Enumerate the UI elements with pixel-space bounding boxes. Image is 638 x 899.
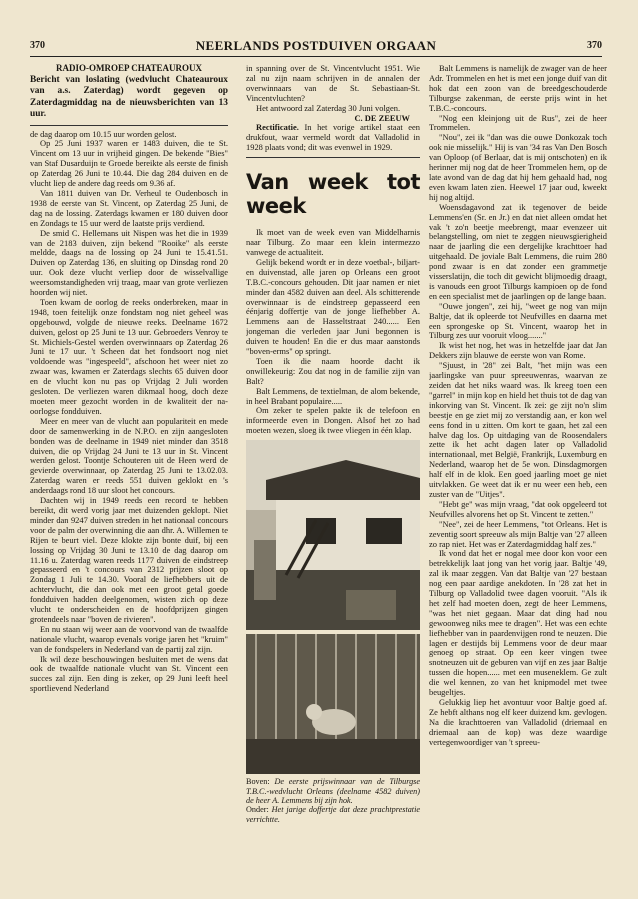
paragraph: Toen kwam de oorlog de reeks onderbreken, maar in 1948, toen feitelijk onze fondstam nog niet geheel was opgebouwd, volgde de nieuwe reeks. Deelname 1672 duiven, gelost op 25 Juni te 13 uur. Gebroeders Venroy te St. Michiels-Gestel werden overwinnaars op Zaterdag 26 Juni te 17 uur. 't Scheen dat het fondsoort nog niet voldoende was "ingespeeld", afschoon het weer niet zo zwaar was, kwamen er Zaterdags slechts 65 duiven door en de vlucht kon nu pas op Vrijdag 2 Juli worden gesloten. De verliezen waren dikmaal hoog, doch deze moeten meer gezocht worden in de kwaliteit der na-oorlogse fondduiven. xyxy=(30,296,228,416)
page-number-left: 370 xyxy=(30,40,45,51)
paragraph: Het antwoord zal Zaterdag 30 Juni volgen. xyxy=(256,102,401,113)
paragraph: Ik moet van de week even van Middelharnis naar Tilburg. Zo maar een klein intermezzo vanwege de actualiteit. xyxy=(246,227,420,257)
paragraph: Meer en meer van de vlucht aan populariteit en mede door de samenwerking in de N.P.O. en zijn aangesloten bonden was de deelname in 1949 niet minder dan 3518 duiven, die op Vrijdag 24 Juni te 13 uur in St. Vincent werden gelost. Toontje Schouteren uit de Heen werd de gevierde overwinnaar, op Zaterdag 25 Juni te 13.02.03. Zaterdag waren er reeds 551 duiven geklokt en 's anderdaags rond 18 uur sloot het concours. xyxy=(30,415,228,496)
paragraph: in spanning over de St. Vincentvlucht 1951. Wie zal nu zijn naam schrijven in de annalen der overwinnaars van de St. Sebastiaan-St. Vincentvluchten? xyxy=(246,64,420,103)
journal-title: NEERLANDS POSTDUIVEN ORGAAN xyxy=(195,38,437,53)
paragraph: Om zeker te spelen pakte ik de telefoon en informeerde even in Dongen. Alsof het zo had moeten wezen, sloeg ik twee vliegen in één klap. xyxy=(246,405,420,436)
column-right xyxy=(429,64,607,748)
page-number-right: 370 xyxy=(587,40,602,51)
photo-caption xyxy=(246,777,420,824)
paragraph: Ik wil deze beschouwingen besluiten met de wens dat ook de twaalfde nationale vlucht van St. Vincent een succes zal zijn. Een ding is zeker, op 29 Juni leeft heel sportlievend Nederland xyxy=(30,653,228,694)
paragraph: Balt Lemmens, de textielman, de alom bekende, in heel Brabant populaire..... xyxy=(246,385,420,406)
paragraph: Op 25 Juni 1937 waren er 1483 duiven, die te St. Vincent om 13 uur in vrijheid gingen. De bekende "Bies" van Staf Dusarduijn te Groede bereikte als eerste de finish op Zaterdag 26 Juni te 10.44. Die dag 284 duiven en de vlucht liep de andere dag reeds om 9.36 af. xyxy=(30,138,228,189)
caption-text-top: De eerste prijswinnaar van de Tilburgse T.B.C.-wedvlucht Orleans (deelname 4582 duiven) de heer A. Lemmens bij zijn hok. xyxy=(246,777,420,805)
paragraph: Gelukkig liep het avontuur voor Baltje goed af. Ze hebft althans nog elf keer duizend km. gevlogen. Na die krachttoeren van Valladolid (driemaal en driemaal aan de kop) was deze waardige vertegenwoordiger van 't spreeu- xyxy=(429,697,607,747)
paragraph: Gelijk bekend wordt er in deze voetbal-, biljart- en duivenstad, alle jaren op Orleans een groot T.B.C.-concours gehouden. Dit jaar namen er niet minder dan 4582 duiven aan deel. Als schitterende overwinnaar is de eindstreep gepasseerd een éénjarig doffertje van de jonge liefhebber A. Lemmens aan de Hasseltstraat 240...... Een jongeman die verleden jaar Juni begonnen is duiven te houden! En die er dus maar aanstonds "boven-erms" op springt. xyxy=(246,256,420,357)
paragraph: Balt Lemmens is namelijk de zwager van de heer Adr. Trommelen en het is met een jonge duif van dit hok dat een zoon van de breedgeschouderde Tilburgse zakenman, de eerste prijs wint in het T.B.C.-concours. xyxy=(429,64,607,113)
rectification-label: Rectificatie. xyxy=(256,122,299,133)
paragraph: "Nog een kleinjong uit de Rus", zei de heer Trommelen. xyxy=(429,112,607,133)
paragraph: Toen ik die naam hoorde dacht ik onwillekeurig: Zou dat nog in de familie zijn van Balt? xyxy=(246,355,420,386)
column-middle xyxy=(246,64,420,824)
rectification-paragraph xyxy=(246,123,420,153)
radio-announcement: Bericht van loslating (wedvlucht Chateauroux van a.s. Zaterdag) wordt gegeven op Zaterdagmiddag na de nieuwsberichten van 13 uur. xyxy=(30,74,228,120)
paragraph: "Hebt ge" was mijn vraag, "dat ook opgeleerd tot Neufvilles alvorens het op St. Vincent te zetten." xyxy=(429,498,607,519)
section-heading-radio: RADIO-OMROEP CHATEAUROUX xyxy=(55,64,203,73)
photo-house-pigeon-loft xyxy=(246,440,420,630)
photo-pigeon xyxy=(246,634,420,774)
column-left xyxy=(30,64,228,694)
page-header xyxy=(30,38,602,57)
paragraph: Dachten wij in 1949 reeds een record te hebben bereikt, dit werd vorig jaar met duizenden geklopt. Niet minder dan 9247 duiven streden in het nationaal concours voor de palm der overwinning die aan dhr. A. Willemen te Rijen te beurt viel. Deze klokte zijn bonte duif, bij een lossing op Vrijdag 30 Juni te 13.10 de dag daarop om 11.16 u. Zaterdag waren reeds 1177 duiven de eindstreep gepasseerd en 't concours van 2312 prijzen sloot op Zondag 1 Juli te 14.30. Vooral de liefhebbers uit de achtervlucht, die dan ook met een groot getal goede fondduiven hadden deelgenomen, wisten zich op deze vlucht te onderscheiden en de hoofdprijzen gingen grotendeels naar "boven de rivieren". xyxy=(30,495,228,624)
paragraph: Woensdagavond zat ik tegenover de beide Lemmens'en (Sr. en Jr.) en dat niet alleen omdat het vak 't zo'n beetje meebrengt, maar evenzeer uit belangstelling, om niet te zeggen nieuwsgierigheid naar de jaarling die een dergelijke krachttoer had uitgehaald. De joviale Balt Lemmens, die ruim 280 pond zwaar is en dat zonder een grammetje visserslatijn, die toch dit gewicht blijmoedig draagt, is vanouds een groot Tilburgs kampioen op de fond en een specialist met de jaarlingen op de lange baan. xyxy=(429,201,607,301)
caption-label-top: Boven: xyxy=(246,777,270,787)
paragraph: Ik wist het nog, het was in hetzelfde jaar dat Jan Dekkers zijn blauwe de eerste won van Rome. xyxy=(429,340,607,361)
paragraph: "Nou", zei ik "dan was die ouwe Donkozak toch ook nie misselijk." Hij is van '34 ras Van Den Bosch van Oploop (of Berlaar, dat is mij ontschoten) en ik herinner mij nog dat de heer Trommelen hem, op de late avond van de dag dat hij hem gehaald had, nog even kwam laten zien. Heewel 17 jaar oud, kweekt hij nog altijd. xyxy=(429,132,607,202)
paragraph: De smid C. Hellemans uit Nispen was het die in 1939 van de 2183 duiven, zijn bekend "Rooike" als eerste meldde, daags na de lossing op 24 Juni te 15.41.51. Duiven op Zaterdag 136, en sluiting op Dinsdag rond 20 uur. Ook deze vlucht verliep door de wisselvallige weersomstandigheden vrij traag, maar van grote verliezen hoorden wij niet. xyxy=(30,227,228,298)
divider xyxy=(246,157,420,158)
paragraph: Van 1811 duiven van Dr. Verheul te Oudenbosch in 1938 de eerste van St. Vincent, op Zaterdag 25 Juni, de dag na de lossing. Zaterdags kwamen er 180 duiven door en Zondags te 15 uur werd de laatste prijs verdiend. xyxy=(30,187,228,228)
paragraph: de dag daarop om 10.15 uur worden gelost. xyxy=(30,128,177,139)
article-headline: Van week tot week xyxy=(246,170,420,219)
paragraph: "Nee", zei de heer Lemmens, "tot Orleans. Het is zeventig soort spreeuw als mijn Baltje van '27 alleen zo rap niet. Het was er Zaterdagmiddag half zes." xyxy=(429,518,607,549)
paragraph: "Ouwe jongen", zei hij, "weet ge nog van mijn Baltje, dat ik opleerde tot Neufvilles en daarna met een sprongeske op St. Vincent, waarop het in Tilburg zes uur vooruit vloog......." xyxy=(429,300,607,341)
rectification-text: In het vorige artikel staat een drukfout, waar vermeld wordt dat Valladolid in 1928 plaats vond; dit was evenwel in 1929. xyxy=(246,122,420,153)
caption-text-bottom: Het jarige doffertje dat deze prachtprestatie verrichtte. xyxy=(246,805,420,824)
caption-label-bottom: Onder: xyxy=(246,805,269,815)
paragraph: "Sjuust, in '28" zei Balt, "het mijn was een jaarlingske van puur spreeuwenras, waarvan ze zeiden dat het niks waard was. Ik kreeg toen een "garrel" in mijn kop en hield het thuis tot de dag van inkorving van St. Vincent. Ik zei: ge zijt no'n slim beestje en ge ziet mij zo verstandig aan, er kon wel eens fond in u zitten. Om kort te gaan, het zal een halve dag los. Op uitdaging van de Roosendalers zette ik het acht dagen later op Valladolid internationaal, met België, Frankrijk, Luxemburg en Nederland, waarop het de 5e won. Dinsdagmorgen half elf in de klok. Een goed jaarling moet ge niet uitvlakken. Ge weet dat ik er nu weer een heb, een zuster van de "Uitjes". xyxy=(429,360,607,499)
divider xyxy=(30,125,228,126)
author-signature: C. DE ZEEUW xyxy=(354,112,410,123)
paragraph: Ik vond dat het er nogal mee door kon voor een betrekkelijk laat jong van het vorig jaar. Baltje '49, zal ik maar zeggen. Van dat Baltje van '27 bestaan nog een paar aardige anekdoten. In '28 zat het in Tilburg op Valladolid twee dagen vooruit. "Als ik het zelf had moeten doen, zegt de heer Lemmens, "was het niet gegaan. Maar dat ding had nou gewoonweg niks mee te dragen". Het was een echte liefhebber van in paardenvijgen rond te neuzen. Die lagen er destijds bij Lemmens voor de deur maar genoeg op straat. Op een keer vingen twee snotneuzen uit de geburen van vijf en zes jaar Baltje tussen die hopen...... met een museneklem. Ge zult die wel kennen, zo van het knipmodel met twee beugeltjes. xyxy=(429,548,607,698)
paragraph: En nu staan wij weer aan de voorvond van de twaalfde nationale vlucht, waarop evenals vorige jaren het "kruim" van de fondspelers in Nederland van de partij zal zijn. xyxy=(30,623,228,654)
